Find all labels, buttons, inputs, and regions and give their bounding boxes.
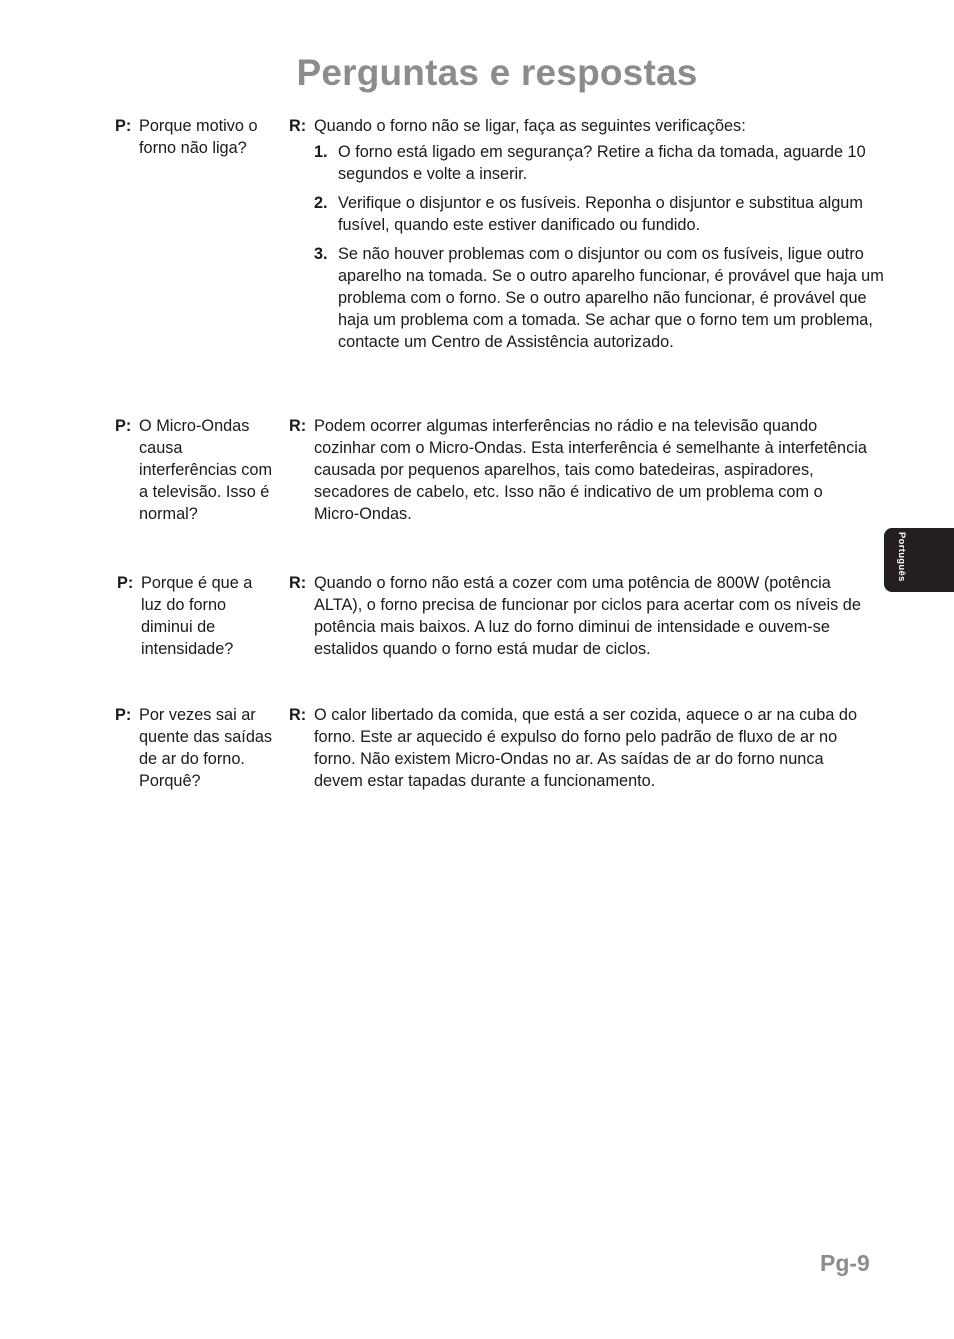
question-text: O Micro-Ondas causa interferências com a televisão. Isso é normal? — [139, 417, 273, 523]
answer-text: O calor libertado da comida, que está a ser cozida, aquece o ar na cuba do forno. Este ar aquecido é expulso do forno pelo padrão de fluxo de ar no forno. Não existem Micro-Ondas no ar. As saídas de ar do forno nunca devem estar tapadas durante a funcionamento. — [314, 706, 858, 790]
answer — [289, 704, 861, 792]
question-text: Porque é que a luz do forno diminui de intensidade? — [141, 574, 253, 658]
question-text: Por vezes sai ar quente das saídas de ar do forno. Porquê? — [139, 706, 273, 790]
list-item — [314, 141, 884, 185]
page-number: Pg-9 — [820, 1250, 870, 1276]
answer-label: R: — [289, 117, 307, 135]
answer-text: Quando o forno não se ligar, faça as seguintes verificações: — [314, 117, 746, 135]
step-number: 3. — [314, 245, 328, 263]
language-tab — [884, 528, 954, 592]
steps-list — [314, 141, 884, 353]
answer — [289, 415, 867, 525]
list-item — [314, 192, 884, 236]
question-text: Porque motivo o forno não liga? — [139, 117, 258, 157]
question — [115, 115, 273, 159]
answer — [289, 115, 884, 360]
step-text: O forno está ligado em segurança? Retire a ficha da tomada, aguarde 10 segundos e volte a inserir. — [338, 143, 866, 183]
question-label: P: — [115, 417, 132, 435]
question — [115, 415, 273, 525]
step-text: Se não houver problemas com o disjuntor ou com os fusíveis, ligue outro aparelho na tomada. Se o outro aparelho funcionar, é provável que haja um problema com o forno. Se o outro aparelho não funcionar, é provável que haja um problema com a tomada. Se achar que o forno tem um problema, contacte um Centro de Assistência autorizado. — [338, 245, 884, 351]
step-number: 1. — [314, 143, 328, 161]
answer-label: R: — [289, 417, 307, 435]
question-label: P: — [115, 117, 132, 135]
list-item — [314, 243, 884, 353]
answer-label: R: — [289, 574, 307, 592]
question — [117, 572, 277, 660]
step-text: Verifique o disjuntor e os fusíveis. Reponha o disjuntor e substitua algum fusível, quando este estiver danificado ou fundido. — [338, 194, 863, 234]
language-tab-label: Português — [896, 532, 907, 582]
answer-text: Podem ocorrer algumas interferências no rádio e na televisão quando cozinhar com o Micro-Ondas. Esta interferência é semelhante à interfetência causada por pequenos aparelhos, tais como batedeiras, aspiradores, secadores de cabelo, etc. Isso não é indicativo de um problema com o Micro-Ondas. — [314, 417, 867, 523]
step-number: 2. — [314, 194, 328, 212]
answer-label: R: — [289, 706, 307, 724]
page-title: Perguntas e respostas — [296, 52, 698, 93]
question-label: P: — [117, 574, 134, 592]
answer — [289, 572, 881, 660]
question-label: P: — [115, 706, 132, 724]
question — [115, 704, 273, 792]
answer-text: Quando o forno não está a cozer com uma potência de 800W (potência ALTA), o forno precisa de funcionar por ciclos para acertar com os níveis de potência mais baixos. A luz do forno diminui de intensidade e ouvem-se estalidos quando o forno está mudar de ciclos. — [314, 574, 861, 658]
